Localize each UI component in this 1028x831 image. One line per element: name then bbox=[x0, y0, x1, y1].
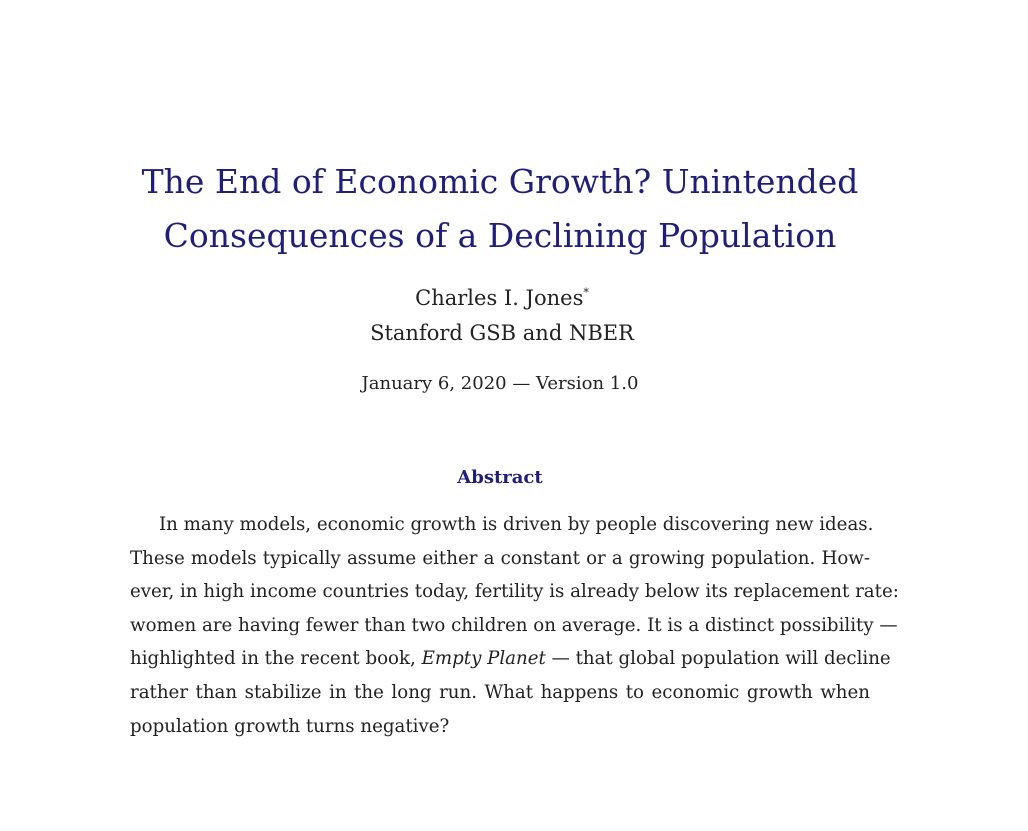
author-footnote-mark[interactable]: * bbox=[583, 286, 589, 299]
abstract-line: women are having fewer than two children on average. It is a distinct possibility — bbox=[130, 614, 898, 636]
title-line-1: The End of Economic Growth? Unintended bbox=[141, 162, 859, 202]
date-version: January 6, 2020 — Version 1.0 bbox=[361, 373, 639, 394]
author-name: Charles I. Jones bbox=[415, 286, 584, 310]
abstract-line: In many models, economic growth is driven by people discovering new ideas. bbox=[159, 514, 874, 535]
book-title-empty-planet: Empty Planet bbox=[421, 648, 546, 670]
abstract-line: ever, in high income countries today, fertility is already below its replacement rate: bbox=[130, 581, 899, 603]
abstract-line bbox=[130, 642, 891, 676]
author-block bbox=[0, 281, 1004, 351]
author-affiliation: Stanford GSB and NBER bbox=[370, 321, 634, 345]
abstract-text bbox=[130, 508, 899, 743]
abstract-line: These models typically assume either a constant or a growing population. How- bbox=[130, 547, 870, 569]
author-line bbox=[0, 281, 1004, 316]
abstract-line-segment: — that global population will decline bbox=[545, 648, 891, 670]
paper-title bbox=[0, 155, 1000, 263]
title-line-2: Consequences of a Declining Population bbox=[163, 216, 837, 256]
abstract-line: population growth turns negative? bbox=[130, 715, 450, 737]
abstract-line: rather than stabilize in the long run. What happens to economic growth when bbox=[130, 681, 870, 703]
abstract-line-segment: highlighted in the recent book, bbox=[130, 648, 422, 670]
abstract-heading: Abstract bbox=[457, 467, 543, 488]
